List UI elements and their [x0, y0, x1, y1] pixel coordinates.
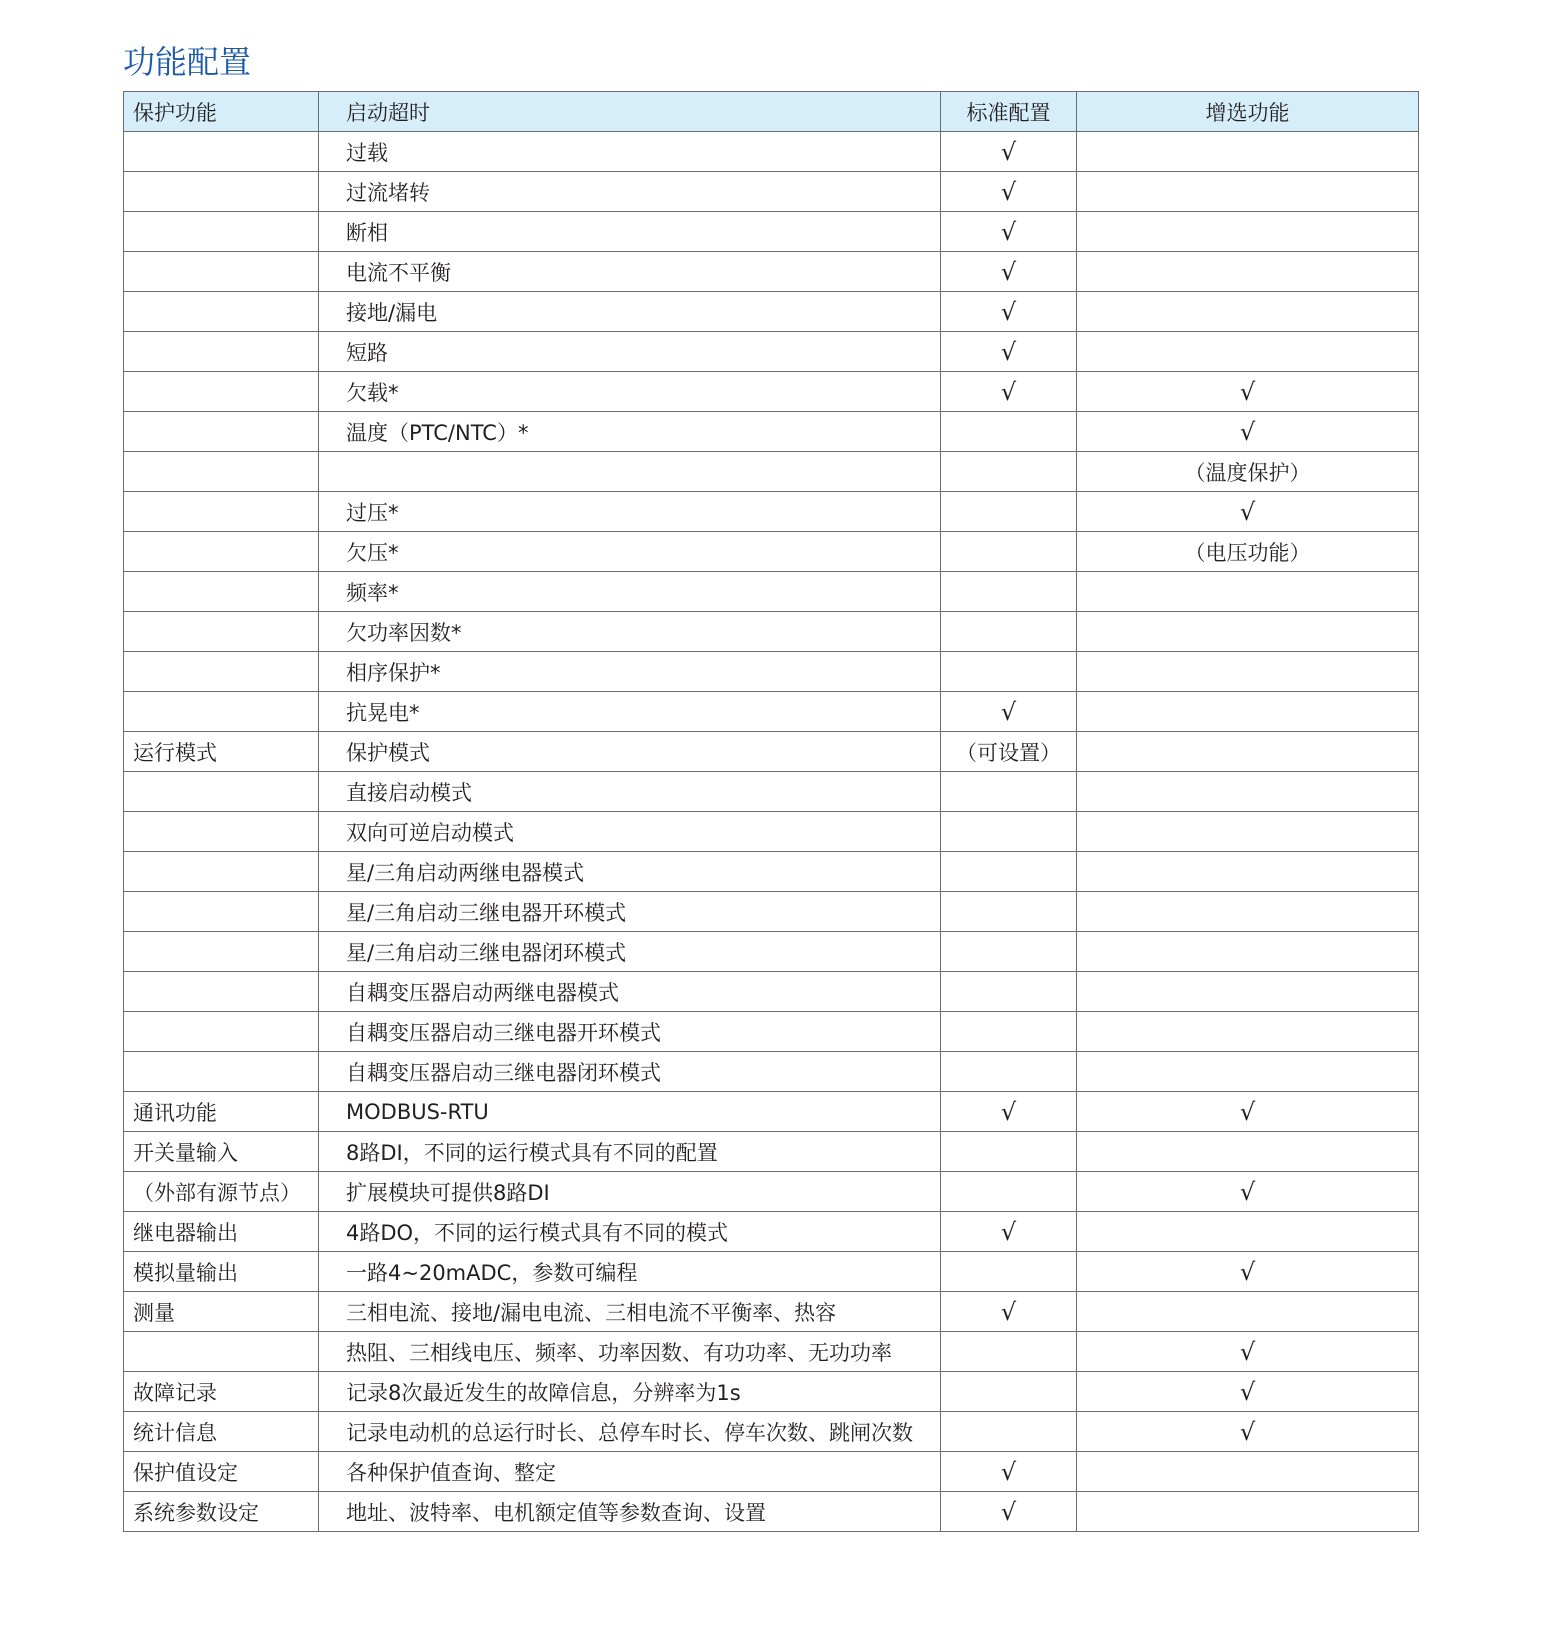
standard-cell: √ [941, 1292, 1077, 1332]
item-cell: 自耦变压器启动两继电器模式 [319, 972, 941, 1012]
item-cell: 保护模式 [319, 732, 941, 772]
item-cell: 各种保护值查询、整定 [319, 1452, 941, 1492]
optional-cell [1077, 732, 1419, 772]
function-cell [124, 1052, 319, 1092]
standard-cell: √ [941, 1452, 1077, 1492]
standard-cell [941, 932, 1077, 972]
item-cell: 三相电流、接地/漏电电流、三相电流不平衡率、热容 [319, 1292, 941, 1332]
optional-cell [1077, 1132, 1419, 1172]
optional-cell: √ [1077, 1372, 1419, 1412]
optional-cell [1077, 772, 1419, 812]
function-cell [124, 452, 319, 492]
optional-cell [1077, 1212, 1419, 1252]
function-cell [124, 692, 319, 732]
optional-cell [1077, 212, 1419, 252]
function-cell: 运行模式 [124, 732, 319, 772]
function-cell: 通讯功能 [124, 1092, 319, 1132]
optional-cell [1077, 1052, 1419, 1092]
function-cell: 统计信息 [124, 1412, 319, 1452]
standard-cell [941, 1172, 1077, 1212]
function-cell: 测量 [124, 1292, 319, 1332]
standard-cell: √ [941, 1092, 1077, 1132]
optional-cell [1077, 132, 1419, 172]
function-cell [124, 572, 319, 612]
item-cell: 相序保护* [319, 652, 941, 692]
function-cell [124, 892, 319, 932]
optional-cell: （温度保护） [1077, 452, 1419, 492]
item-cell: 短路 [319, 332, 941, 372]
function-cell [124, 772, 319, 812]
function-cell [124, 532, 319, 572]
table-row [124, 1372, 1419, 1412]
optional-cell: （电压功能） [1077, 532, 1419, 572]
standard-cell [941, 492, 1077, 532]
table-row [124, 1252, 1419, 1292]
function-cell: 保护值设定 [124, 1452, 319, 1492]
item-cell: 地址、波特率、电机额定值等参数查询、设置 [319, 1492, 941, 1532]
item-cell: 双向可逆启动模式 [319, 812, 941, 852]
optional-cell [1077, 972, 1419, 1012]
table-row [124, 292, 1419, 332]
standard-cell [941, 612, 1077, 652]
function-cell: （外部有源节点） [124, 1172, 319, 1212]
standard-cell [941, 1012, 1077, 1052]
table-row [124, 1132, 1419, 1172]
function-cell [124, 812, 319, 852]
table-row [124, 892, 1419, 932]
optional-cell [1077, 1292, 1419, 1332]
item-cell: 过载 [319, 132, 941, 172]
optional-cell: √ [1077, 1092, 1419, 1132]
standard-cell [941, 572, 1077, 612]
standard-cell: √ [941, 692, 1077, 732]
standard-cell: √ [941, 172, 1077, 212]
item-cell: 频率* [319, 572, 941, 612]
item-cell: 一路4~20mADC，参数可编程 [319, 1252, 941, 1292]
table-row [124, 1292, 1419, 1332]
function-cell: 开关量输入 [124, 1132, 319, 1172]
function-cell: 模拟量输出 [124, 1252, 319, 1292]
item-cell: 星/三角启动两继电器模式 [319, 852, 941, 892]
table-row [124, 332, 1419, 372]
item-cell: 自耦变压器启动三继电器开环模式 [319, 1012, 941, 1052]
item-cell: 断相 [319, 212, 941, 252]
table-header-row [124, 92, 1419, 132]
header-optional-function: 增选功能 [1077, 92, 1419, 132]
optional-cell [1077, 1452, 1419, 1492]
standard-cell: √ [941, 372, 1077, 412]
table-row [124, 852, 1419, 892]
optional-cell [1077, 172, 1419, 212]
item-cell: 欠载* [319, 372, 941, 412]
optional-cell [1077, 812, 1419, 852]
optional-cell [1077, 332, 1419, 372]
table-row [124, 1452, 1419, 1492]
standard-cell [941, 412, 1077, 452]
table-row [124, 172, 1419, 212]
table-row [124, 1212, 1419, 1252]
standard-cell [941, 1132, 1077, 1172]
item-cell: MODBUS-RTU [319, 1092, 941, 1132]
standard-cell: （可设置） [941, 732, 1077, 772]
item-cell: 欠压* [319, 532, 941, 572]
optional-cell: √ [1077, 372, 1419, 412]
optional-cell [1077, 932, 1419, 972]
item-cell: 过流堵转 [319, 172, 941, 212]
table-row [124, 772, 1419, 812]
optional-cell [1077, 652, 1419, 692]
standard-cell [941, 972, 1077, 1012]
standard-cell: √ [941, 332, 1077, 372]
table-row [124, 972, 1419, 1012]
function-cell [124, 372, 319, 412]
item-cell [319, 452, 941, 492]
function-cell [124, 852, 319, 892]
standard-cell: √ [941, 292, 1077, 332]
standard-cell [941, 852, 1077, 892]
optional-cell [1077, 292, 1419, 332]
standard-cell [941, 1372, 1077, 1412]
table-row [124, 1492, 1419, 1532]
optional-cell [1077, 852, 1419, 892]
table-row [124, 532, 1419, 572]
function-cell [124, 132, 319, 172]
optional-cell [1077, 252, 1419, 292]
table-body [124, 132, 1419, 1532]
table-row [124, 932, 1419, 972]
table-row [124, 1052, 1419, 1092]
standard-cell: √ [941, 132, 1077, 172]
optional-cell [1077, 572, 1419, 612]
standard-cell: √ [941, 1212, 1077, 1252]
item-cell: 星/三角启动三继电器闭环模式 [319, 932, 941, 972]
function-cell [124, 212, 319, 252]
optional-cell: √ [1077, 1412, 1419, 1452]
standard-cell: √ [941, 1492, 1077, 1532]
standard-cell [941, 652, 1077, 692]
standard-cell [941, 892, 1077, 932]
item-cell: 温度（PTC/NTC）* [319, 412, 941, 452]
item-cell: 自耦变压器启动三继电器闭环模式 [319, 1052, 941, 1092]
item-cell: 接地/漏电 [319, 292, 941, 332]
item-cell: 4路DO，不同的运行模式具有不同的模式 [319, 1212, 941, 1252]
function-cell [124, 412, 319, 452]
optional-cell [1077, 1492, 1419, 1532]
item-cell: 过压* [319, 492, 941, 532]
table-row [124, 732, 1419, 772]
standard-cell: √ [941, 252, 1077, 292]
item-cell: 电流不平衡 [319, 252, 941, 292]
standard-cell [941, 1332, 1077, 1372]
function-config-table [123, 91, 1419, 1532]
optional-cell [1077, 892, 1419, 932]
header-standard-config: 标准配置 [941, 92, 1077, 132]
optional-cell: √ [1077, 492, 1419, 532]
table-row [124, 492, 1419, 532]
function-cell: 故障记录 [124, 1372, 319, 1412]
item-cell: 抗晃电* [319, 692, 941, 732]
optional-cell [1077, 1012, 1419, 1052]
header-start-timeout: 启动超时 [319, 92, 941, 132]
table-row [124, 692, 1419, 732]
function-cell: 继电器输出 [124, 1212, 319, 1252]
table-row [124, 812, 1419, 852]
standard-cell [941, 1252, 1077, 1292]
function-cell: 系统参数设定 [124, 1492, 319, 1532]
function-cell [124, 1332, 319, 1372]
function-cell [124, 652, 319, 692]
table-row [124, 452, 1419, 492]
page-title: 功能配置 [123, 43, 252, 81]
function-cell [124, 1012, 319, 1052]
function-cell [124, 612, 319, 652]
table-row [124, 212, 1419, 252]
table-row [124, 1092, 1419, 1132]
optional-cell [1077, 692, 1419, 732]
optional-cell: √ [1077, 412, 1419, 452]
standard-cell [941, 452, 1077, 492]
table-row [124, 1172, 1419, 1212]
table-row [124, 572, 1419, 612]
item-cell: 星/三角启动三继电器开环模式 [319, 892, 941, 932]
standard-cell [941, 812, 1077, 852]
function-cell [124, 292, 319, 332]
standard-cell [941, 1412, 1077, 1452]
table-row [124, 372, 1419, 412]
table-row [124, 652, 1419, 692]
item-cell: 8路DI，不同的运行模式具有不同的配置 [319, 1132, 941, 1172]
header-protection-function: 保护功能 [124, 92, 319, 132]
item-cell: 记录8次最近发生的故障信息，分辨率为1s [319, 1372, 941, 1412]
function-cell [124, 252, 319, 292]
item-cell: 扩展模块可提供8路DI [319, 1172, 941, 1212]
item-cell: 热阻、三相线电压、频率、功率因数、有功功率、无功功率 [319, 1332, 941, 1372]
item-cell: 直接启动模式 [319, 772, 941, 812]
table-row [124, 252, 1419, 292]
optional-cell: √ [1077, 1172, 1419, 1212]
item-cell: 记录电动机的总运行时长、总停车时长、停车次数、跳闸次数 [319, 1412, 941, 1452]
function-cell [124, 932, 319, 972]
table-row [124, 1012, 1419, 1052]
function-cell [124, 332, 319, 372]
table-row [124, 1332, 1419, 1372]
table-row [124, 1412, 1419, 1452]
function-cell [124, 972, 319, 1012]
optional-cell: √ [1077, 1252, 1419, 1292]
standard-cell [941, 532, 1077, 572]
optional-cell: √ [1077, 1332, 1419, 1372]
optional-cell [1077, 612, 1419, 652]
standard-cell [941, 1052, 1077, 1092]
item-cell: 欠功率因数* [319, 612, 941, 652]
standard-cell [941, 772, 1077, 812]
table-row [124, 132, 1419, 172]
function-cell [124, 492, 319, 532]
standard-cell: √ [941, 212, 1077, 252]
table-row [124, 412, 1419, 452]
function-cell [124, 172, 319, 212]
table-row [124, 612, 1419, 652]
